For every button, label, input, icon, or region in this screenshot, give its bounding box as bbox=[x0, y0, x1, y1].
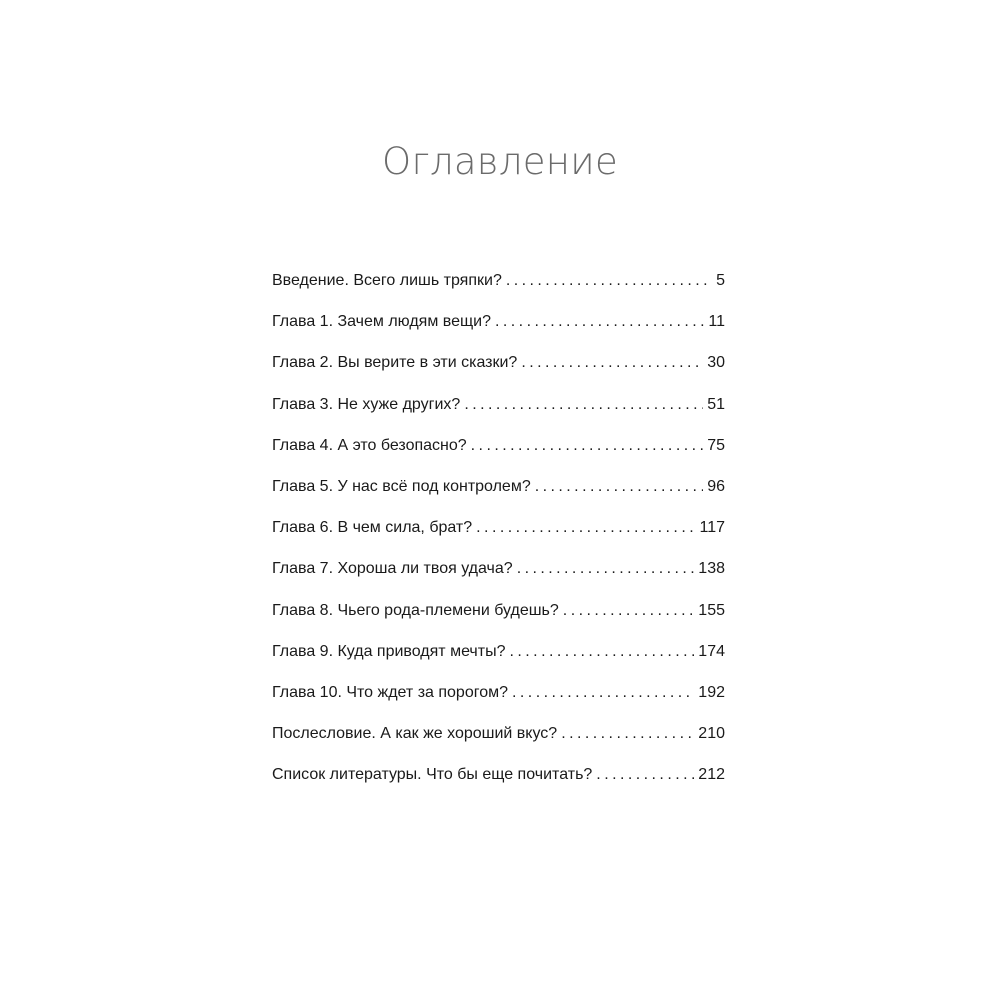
toc-entry-label: Глава 3. Не хуже других? bbox=[272, 395, 461, 413]
toc-entry-page: 210 bbox=[698, 725, 725, 743]
toc-entry-page: 192 bbox=[698, 683, 725, 701]
dot-leader bbox=[521, 354, 703, 372]
toc-entry[interactable] bbox=[272, 396, 725, 437]
toc-entry-label: Послесловие. А как же хороший вкус? bbox=[272, 725, 558, 743]
toc-entry-label: Список литературы. Что бы еще почитать? bbox=[272, 766, 593, 784]
toc-entry[interactable] bbox=[272, 725, 725, 766]
dot-leader bbox=[495, 313, 704, 331]
toc-entry-label: Глава 8. Чьего рода-племени будешь? bbox=[272, 601, 559, 619]
toc-entry-label: Глава 9. Куда приводят мечты? bbox=[272, 642, 506, 660]
toc-entry-label: Глава 6. В чем сила, брат? bbox=[272, 519, 473, 537]
toc-entry-label: Введение. Всего лишь тряпки? bbox=[272, 272, 502, 289]
toc-entry-page: 117 bbox=[699, 519, 725, 537]
toc-entry-label: Глава 10. Что ждет за порогом? bbox=[272, 683, 509, 701]
toc-entry[interactable] bbox=[272, 354, 725, 395]
toc-entry-label: Глава 1. Зачем людям вещи? bbox=[272, 313, 491, 331]
toc-entry-page: 51 bbox=[707, 395, 725, 413]
toc-entry[interactable] bbox=[272, 766, 725, 807]
toc-entry-label: Глава 5. У нас всё под контролем? bbox=[272, 477, 531, 495]
toc-entry-page: 138 bbox=[698, 560, 725, 578]
toc-entry[interactable] bbox=[272, 560, 725, 601]
toc-entry[interactable] bbox=[272, 684, 725, 725]
page-title: Оглавление bbox=[381, 140, 619, 183]
toc-entry-label: Глава 7. Хороша ли твоя удача? bbox=[272, 560, 513, 578]
toc-entry-page: 212 bbox=[698, 766, 725, 784]
toc-entry[interactable] bbox=[272, 519, 725, 560]
table-of-contents bbox=[272, 272, 725, 807]
dot-leader bbox=[563, 602, 695, 620]
toc-entry-page: 5 bbox=[716, 272, 725, 289]
toc-entry-page: 30 bbox=[707, 354, 725, 372]
toc-entry-page: 174 bbox=[698, 642, 725, 660]
dot-leader bbox=[561, 725, 694, 743]
toc-entry[interactable] bbox=[272, 643, 725, 684]
dot-leader bbox=[596, 766, 694, 784]
toc-entry-page: 155 bbox=[698, 601, 725, 619]
toc-entry-page: 96 bbox=[707, 477, 725, 495]
toc-entry-page: 11 bbox=[708, 313, 725, 331]
dot-leader bbox=[464, 396, 703, 414]
toc-entry[interactable] bbox=[272, 313, 725, 354]
dot-leader bbox=[476, 519, 695, 537]
dot-leader bbox=[517, 560, 695, 578]
toc-entry[interactable] bbox=[272, 437, 725, 478]
toc-entry-page: 75 bbox=[707, 436, 725, 454]
dot-leader bbox=[512, 684, 694, 702]
dot-leader bbox=[471, 437, 704, 455]
dot-leader bbox=[506, 272, 712, 290]
toc-entry-label: Глава 4. А это безопасно? bbox=[272, 436, 467, 454]
dot-leader bbox=[535, 478, 703, 496]
toc-entry[interactable] bbox=[272, 602, 725, 643]
dot-leader bbox=[510, 643, 695, 661]
toc-entry[interactable] bbox=[272, 272, 725, 313]
toc-entry[interactable] bbox=[272, 478, 725, 519]
toc-entry-label: Глава 2. Вы верите в эти сказки? bbox=[272, 354, 518, 372]
